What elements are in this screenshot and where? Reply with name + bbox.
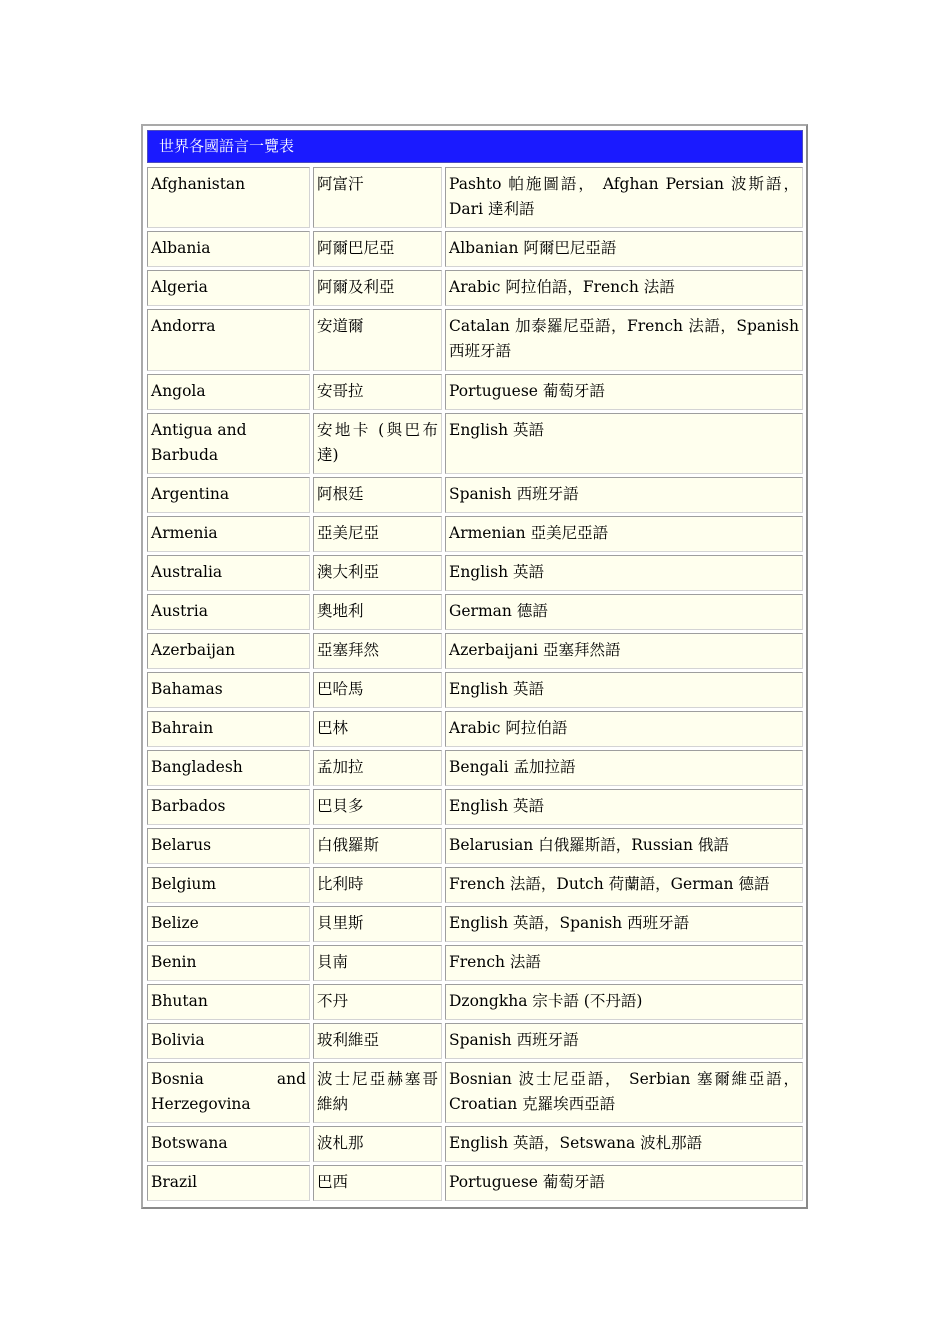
country-cell: Benin (147, 945, 310, 981)
country-cell: Armenia (147, 516, 310, 552)
table-row (147, 906, 803, 942)
table-row (147, 309, 803, 371)
chinese-name-cell: 安哥拉 (313, 374, 442, 410)
table-title: 世界各國語言一覽表 (147, 130, 803, 163)
country-cell: Bolivia (147, 1023, 310, 1059)
chinese-name-cell: 貝南 (313, 945, 442, 981)
chinese-name-cell: 孟加拉 (313, 750, 442, 786)
country-cell: Barbados (147, 789, 310, 825)
country-cell: Azerbaijan (147, 633, 310, 669)
country-cell: Bahamas (147, 672, 310, 708)
chinese-name-cell: 阿根廷 (313, 477, 442, 513)
languages-cell: Belarusian 白俄羅斯語，Russian 俄語 (445, 828, 803, 864)
country-cell: Bahrain (147, 711, 310, 747)
table-row (147, 413, 803, 474)
languages-cell: English 英語 (445, 672, 803, 708)
chinese-name-cell: 亞塞拜然 (313, 633, 442, 669)
chinese-name-cell: 阿爾及利亞 (313, 270, 442, 306)
table-row (147, 594, 803, 630)
languages-cell: Dzongkha 宗卡語 (不丹語) (445, 984, 803, 1020)
table-row (147, 945, 803, 981)
country-cell: Algeria (147, 270, 310, 306)
languages-cell: Armenian 亞美尼亞語 (445, 516, 803, 552)
chinese-name-cell: 安地卡 (與巴布達) (313, 413, 442, 474)
country-cell: Australia (147, 555, 310, 591)
country-cell: Bangladesh (147, 750, 310, 786)
languages-cell: English 英語 (445, 555, 803, 591)
table-row (147, 516, 803, 552)
languages-cell: English 英語 (445, 413, 803, 474)
table-row (147, 374, 803, 410)
languages-cell: French 法語 (445, 945, 803, 981)
languages-cell: Azerbaijani 亞塞拜然語 (445, 633, 803, 669)
country-cell: Botswana (147, 1126, 310, 1162)
country-cell: Andorra (147, 309, 310, 371)
chinese-name-cell: 貝里斯 (313, 906, 442, 942)
table-row (147, 477, 803, 513)
chinese-name-cell: 巴林 (313, 711, 442, 747)
table-row (147, 789, 803, 825)
languages-cell: Arabic 阿拉伯語，French 法語 (445, 270, 803, 306)
country-cell: Albania (147, 231, 310, 267)
languages-cell: Portuguese 葡萄牙語 (445, 374, 803, 410)
table-row (147, 1062, 803, 1123)
country-cell: Belarus (147, 828, 310, 864)
chinese-name-cell: 亞美尼亞 (313, 516, 442, 552)
table-row (147, 231, 803, 267)
languages-cell: English 英語 (445, 789, 803, 825)
languages-cell: English 英語，Setswana 波札那語 (445, 1126, 803, 1162)
table-row (147, 828, 803, 864)
table-row (147, 1023, 803, 1059)
country-cell: Argentina (147, 477, 310, 513)
chinese-name-cell: 白俄羅斯 (313, 828, 442, 864)
country-cell: Bhutan (147, 984, 310, 1020)
chinese-name-cell: 不丹 (313, 984, 442, 1020)
chinese-name-cell: 奧地利 (313, 594, 442, 630)
chinese-name-cell: 巴哈馬 (313, 672, 442, 708)
languages-cell: English 英語，Spanish 西班牙語 (445, 906, 803, 942)
languages-cell: Catalan 加泰羅尼亞語，French 法語，Spanish 西班牙語 (445, 309, 803, 371)
languages-cell: Bosnian 波士尼亞語， Serbian 塞爾維亞語，Croatian 克羅埃西亞語 (445, 1062, 803, 1123)
country-cell: Angola (147, 374, 310, 410)
languages-cell: Pashto 帕施圖語， Afghan Persian 波斯語， Dari 達利語 (445, 167, 803, 228)
country-cell: Brazil (147, 1165, 310, 1201)
languages-cell: French 法語，Dutch 荷蘭語，German 德語 (445, 867, 803, 903)
chinese-name-cell: 安道爾 (313, 309, 442, 371)
chinese-name-cell: 波士尼亞赫塞哥維納 (313, 1062, 442, 1123)
chinese-name-cell: 波札那 (313, 1126, 442, 1162)
table-row (147, 1126, 803, 1162)
languages-cell: Portuguese 葡萄牙語 (445, 1165, 803, 1201)
table-row (147, 633, 803, 669)
table-row (147, 672, 803, 708)
table-row (147, 270, 803, 306)
country-cell: Afghanistan (147, 167, 310, 228)
languages-cell: Albanian 阿爾巴尼亞語 (445, 231, 803, 267)
chinese-name-cell: 澳大利亞 (313, 555, 442, 591)
table-row (147, 711, 803, 747)
languages-cell: Bengali 孟加拉語 (445, 750, 803, 786)
table-row (147, 167, 803, 228)
table-row (147, 1165, 803, 1201)
country-cell: Antigua and Barbuda (147, 413, 310, 474)
languages-cell: Arabic 阿拉伯語 (445, 711, 803, 747)
chinese-name-cell: 阿爾巴尼亞 (313, 231, 442, 267)
table-row (147, 750, 803, 786)
table-row (147, 867, 803, 903)
country-cell: Belize (147, 906, 310, 942)
languages-cell: Spanish 西班牙語 (445, 477, 803, 513)
chinese-name-cell: 比利時 (313, 867, 442, 903)
country-cell: Austria (147, 594, 310, 630)
chinese-name-cell: 巴貝多 (313, 789, 442, 825)
languages-cell: Spanish 西班牙語 (445, 1023, 803, 1059)
table-row (147, 984, 803, 1020)
languages-table (141, 124, 808, 1209)
chinese-name-cell: 阿富汗 (313, 167, 442, 228)
table-row (147, 555, 803, 591)
country-cell: Belgium (147, 867, 310, 903)
languages-cell: German 德語 (445, 594, 803, 630)
country-cell: Bosnia and Herzegovina (147, 1062, 310, 1123)
chinese-name-cell: 巴西 (313, 1165, 442, 1201)
chinese-name-cell: 玻利維亞 (313, 1023, 442, 1059)
